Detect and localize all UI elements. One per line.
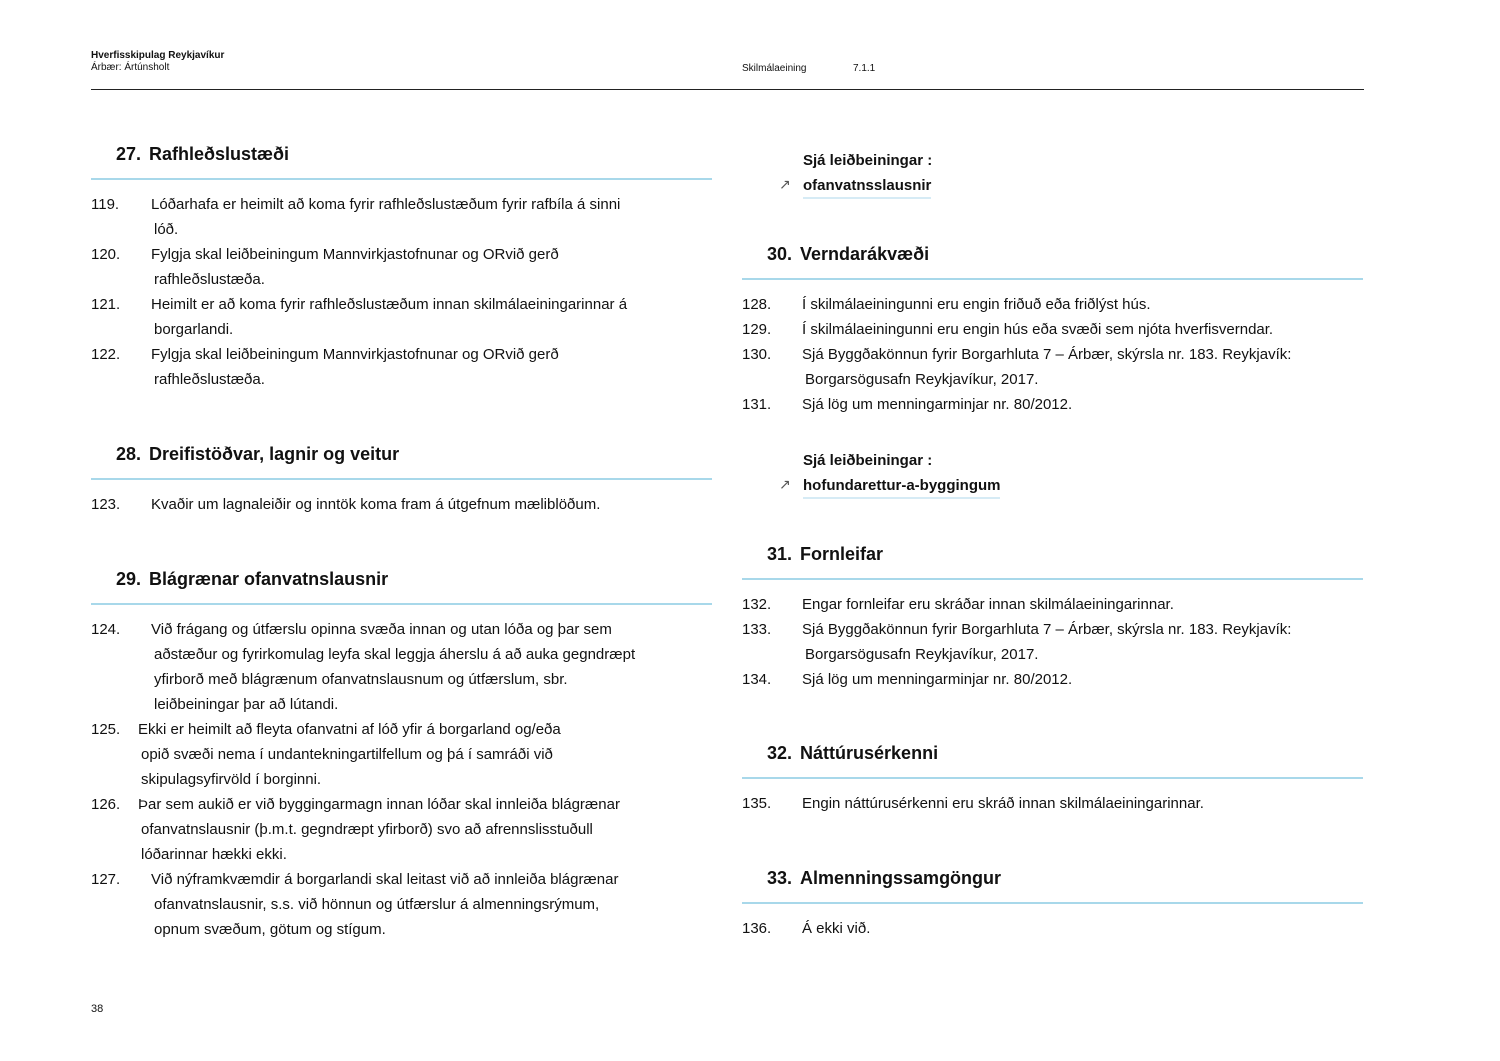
section-30 <box>742 240 1363 417</box>
section-heading: 28. Dreifistöðvar, lagnir og veitur <box>91 440 712 480</box>
section-label: Skilmálaeining <box>742 63 807 74</box>
list-item: 119. Lóðarhafa er heimilt að koma fyrir rafhleðslustæðum fyrir rafbíla á sinni lóð. <box>91 196 621 238</box>
document-title: Hverfisskipulag Reykjavíkur <box>91 50 225 61</box>
list-item: 124. Við frágang og útfærslu opinna svæða innan og utan lóða og þar sem aðstæður og fyrirkomulag leyfa skal leggja áherslu á að auka gegndræpt yfirborð með blágrænum ofanvatnslausnum og útfærslum, sbr. leiðbeiningar þar að lútandi. <box>91 621 636 713</box>
list-item: 133. Sjá Byggðakönnun fyrir Borgarhluta 7 – Árbær, skýrsla nr. 183. Reykjavík: Borgarsögusafn Reykjavíkur, 2017. <box>742 621 1292 663</box>
section-27 <box>91 140 712 392</box>
external-link-icon: ↗ <box>779 476 791 492</box>
section-heading: 29. Blágrænar ofanvatnslausnir <box>91 565 712 605</box>
list-item: 127. Við nýframkvæmdir á borgarlandi skal leitast við að innleiða blágrænar ofanvatnslausnir, s.s. við hönnun og útfærslur á almenningsrýmum, opnum svæðum, götum og stígum. <box>91 871 619 938</box>
list-item: 128. Í skilmálaeiningunni eru engin friðuð eða friðlýst hús. <box>742 296 1151 313</box>
list-item: 122. Fylgja skal leiðbeiningum Mannvirkjastofnunar og ORvið gerð rafhleðslustæða. <box>91 346 559 388</box>
section-33 <box>742 864 1363 941</box>
list-item: 126. Þar sem aukið er við byggingarmagn innan lóðar skal innleiða blágrænar ofanvatnslausnir (þ.m.t. gegndræpt yfirborð) svo að afrennslisstuðull lóðarinnar hækki ekki. <box>91 796 620 863</box>
section-28 <box>91 440 712 517</box>
section-29 <box>91 565 712 942</box>
list-item: 136. Á ekki við. <box>742 920 871 937</box>
document-subtitle: Árbær: Ártúnsholt <box>91 62 170 73</box>
list-item: 130. Sjá Byggðakönnun fyrir Borgarhluta 7 – Árbær, skýrsla nr. 183. Reykjavík: Borgarsögusafn Reykjavíkur, 2017. <box>742 346 1292 388</box>
list-item: 134. Sjá lög um menningarminjar nr. 80/2012. <box>742 671 1073 688</box>
guidance-block <box>779 148 933 199</box>
guidance-label: Sjá leiðbeiningar : <box>803 452 933 469</box>
list-item: 125. Ekki er heimilt að fleyta ofanvatni af lóð yfir á borgarland og/eða opið svæði nema í undantekningartilfellum og þá í samráði við skipulagsyfirvöld í borginni. <box>91 721 561 788</box>
list-item: 121. Heimilt er að koma fyrir rafhleðslustæðum innan skilmálaeiningarinnar á borgarlandi. <box>91 296 628 338</box>
list-item: 135. Engin náttúrusérkenni eru skráð innan skilmálaeiningarinnar. <box>742 795 1204 812</box>
section-heading: 33. Almenningssamgöngur <box>742 864 1363 904</box>
section-heading: 32. Náttúrusérkenni <box>742 739 1363 779</box>
section-heading: 27. Rafhleðslustæði <box>91 140 712 180</box>
section-31 <box>742 540 1363 692</box>
section-32 <box>742 739 1363 816</box>
list-item: 132. Engar fornleifar eru skráðar innan skilmálaeiningarinnar. <box>742 596 1174 613</box>
section-number: 7.1.1 <box>853 63 876 74</box>
guidance-link[interactable]: hofundarettur-a-byggingum <box>803 475 1000 499</box>
section-heading: 30. Verndarákvæði <box>742 240 1363 280</box>
header-divider <box>91 89 1364 90</box>
guidance-label: Sjá leiðbeiningar : <box>803 152 933 169</box>
document-header <box>91 50 224 74</box>
list-item: 131. Sjá lög um menningarminjar nr. 80/2012. <box>742 396 1073 413</box>
external-link-icon: ↗ <box>779 176 791 192</box>
list-item: 129. Í skilmálaeiningunni eru engin hús eða svæði sem njóta hverfisverndar. <box>742 321 1274 338</box>
page-number: 38 <box>91 1003 104 1015</box>
guidance-block <box>779 448 1001 499</box>
section-heading: 31. Fornleifar <box>742 540 1363 580</box>
list-item: 123. Kvaðir um lagnaleiðir og inntök koma fram á útgefnum mæliblöðum. <box>91 496 601 513</box>
list-item: 120. Fylgja skal leiðbeiningum Mannvirkjastofnunar og ORvið gerð rafhleðslustæða. <box>91 246 559 288</box>
guidance-link[interactable]: ofanvatnsslausnir <box>803 175 931 199</box>
